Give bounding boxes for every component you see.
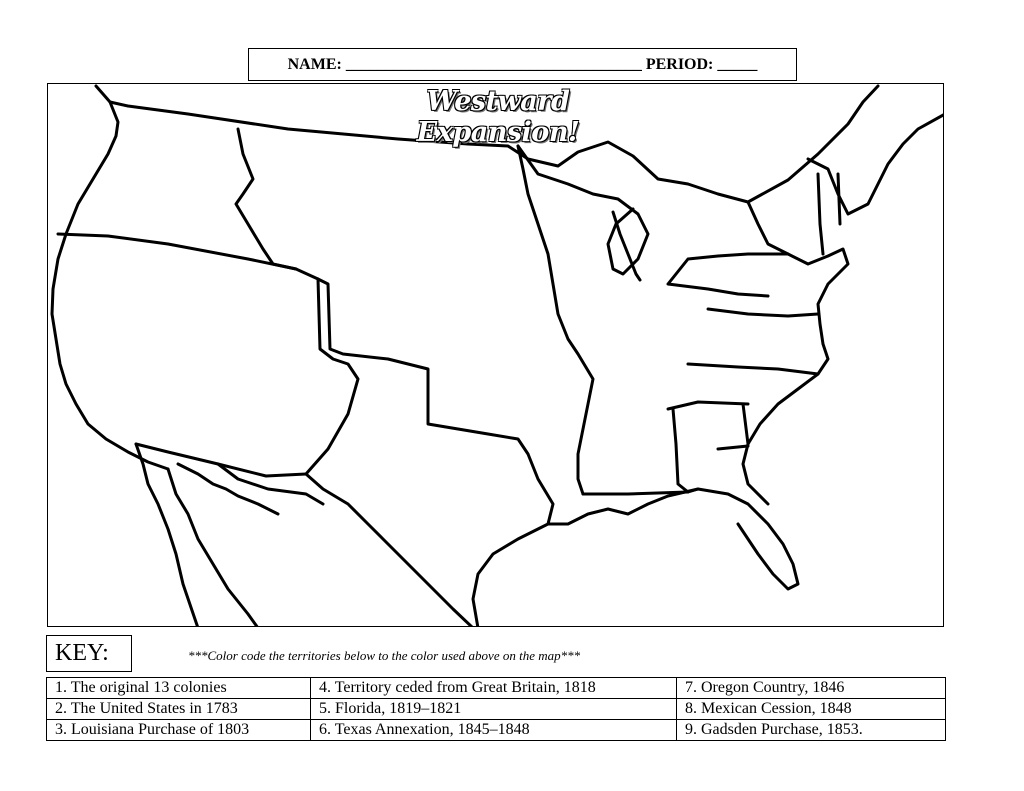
- key-item-4: 4. Territory ceded from Great Britain, 1818: [311, 678, 677, 699]
- key-instructions: ***Color code the territories below to the color used above on the map***: [188, 648, 581, 663]
- territory-key-table: [46, 677, 946, 741]
- new-england: [808, 114, 944, 254]
- key-label: KEY:: [46, 635, 132, 672]
- oregon-country-border: [58, 234, 296, 269]
- idaho-line: [236, 129, 296, 269]
- table-row: [47, 720, 946, 741]
- key-item-8: 8. Mexican Cession, 1848: [677, 699, 946, 720]
- key-item-6: 6. Texas Annexation, 1845–1848: [311, 720, 677, 741]
- mexico-border: [136, 444, 306, 476]
- map-title: Westward Expansion!: [416, 86, 580, 148]
- map-drawing: [48, 84, 944, 627]
- gulf-coast: [548, 489, 798, 589]
- key-item-1: 1. The original 13 colonies: [47, 678, 311, 699]
- key-item-2: 2. The United States in 1783: [47, 699, 311, 720]
- mississippi-river: [518, 146, 593, 494]
- key-item-9: 9. Gadsden Purchase, 1853.: [677, 720, 946, 741]
- table-row: [47, 678, 946, 699]
- rio-grande: [306, 474, 473, 627]
- name-period-header: NAME: _____________________________________ PERIOD: _____: [248, 48, 797, 81]
- key-item-5: 5. Florida, 1819–1821: [311, 699, 677, 720]
- baja-west: [136, 444, 198, 627]
- key-item-7: 7. Oregon Country, 1846: [677, 678, 946, 699]
- atlantic-coast: [743, 202, 848, 504]
- texas-border: [318, 279, 553, 627]
- pacific-coastline: [52, 86, 168, 469]
- table-row: [47, 699, 946, 720]
- key-item-3: 3. Louisiana Purchase of 1803: [47, 720, 311, 741]
- gadsden-line: [218, 464, 323, 504]
- baja-east: [168, 469, 258, 627]
- us-outline-map: [47, 83, 944, 627]
- louisiana-boundary: [583, 489, 698, 494]
- state-lines: [668, 254, 818, 492]
